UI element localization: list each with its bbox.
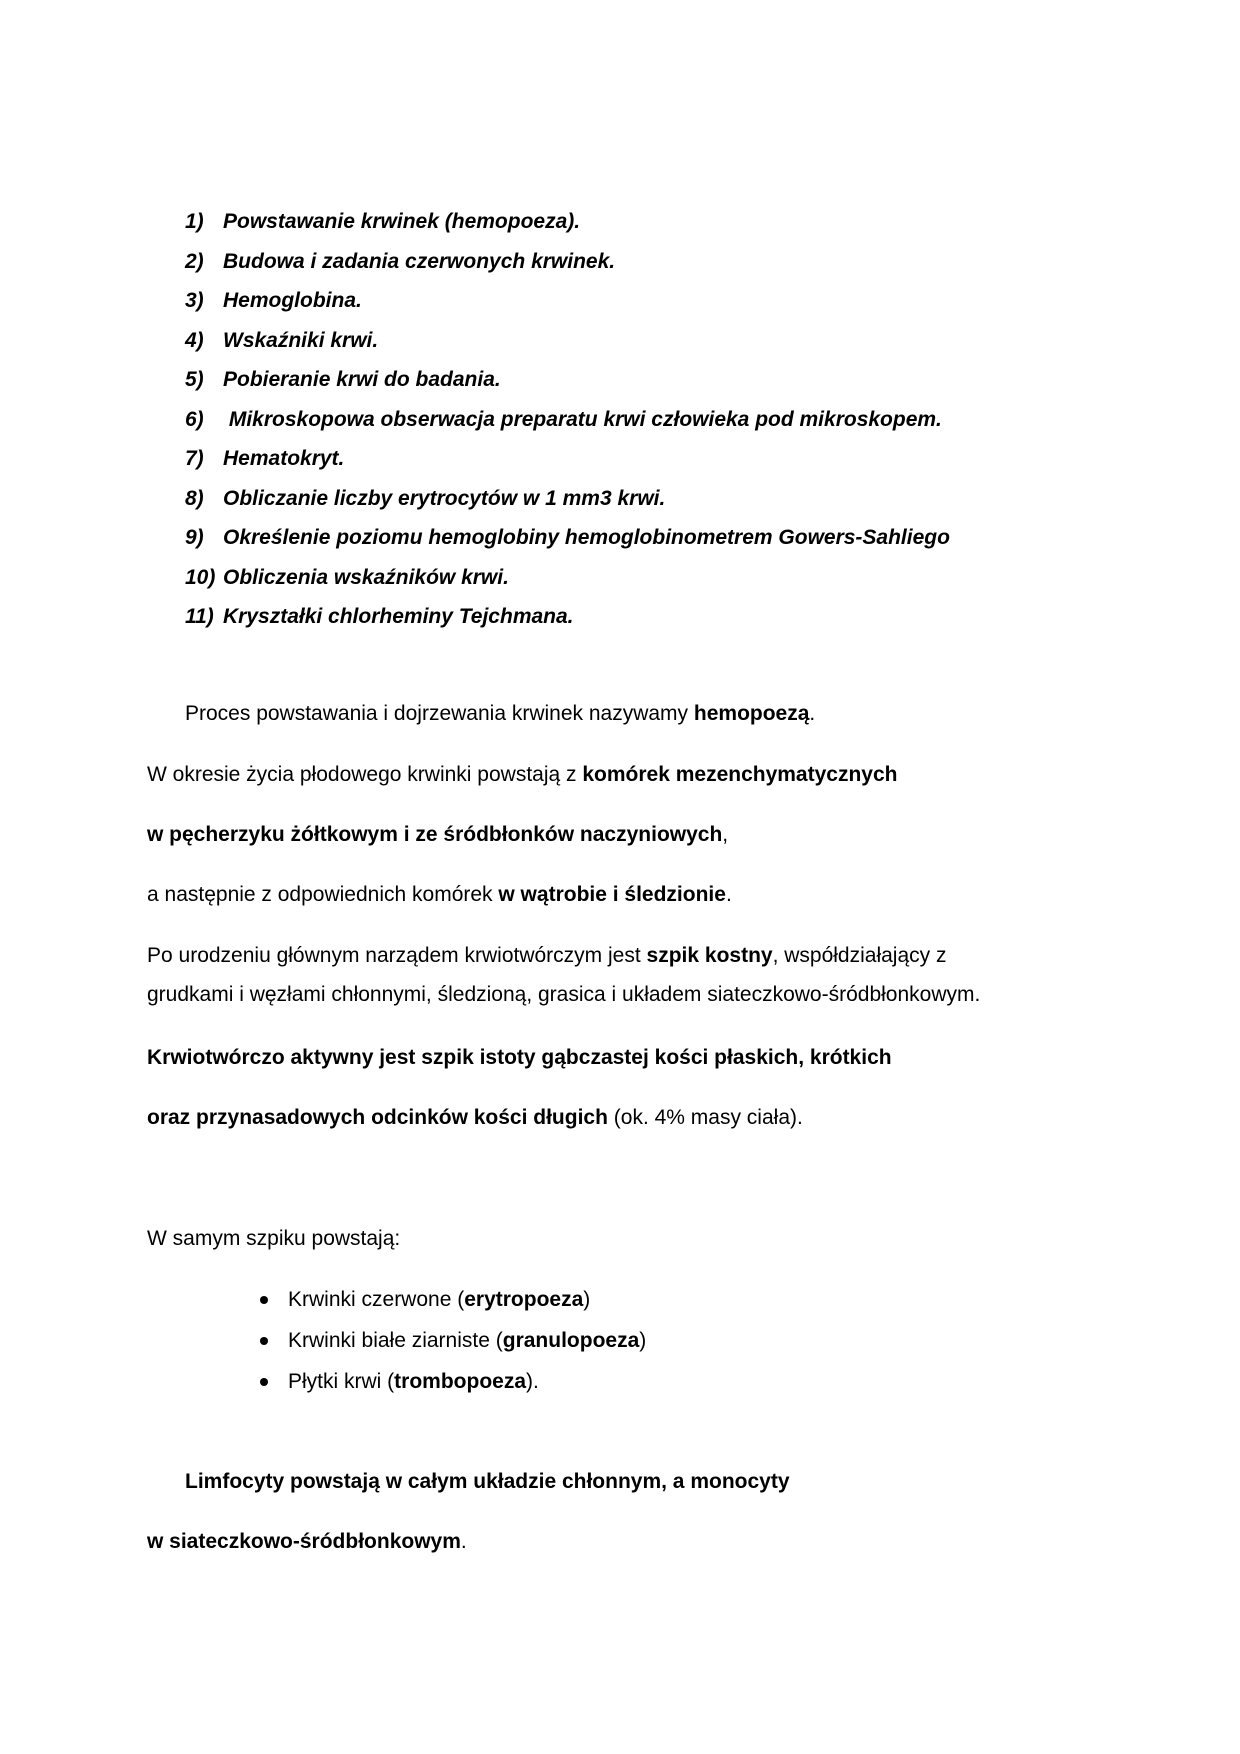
paragraph-lymphocytes-line-2	[147, 1528, 467, 1556]
bullet-list	[258, 1286, 646, 1409]
topic-item	[185, 482, 950, 522]
topic-item	[185, 561, 950, 601]
bold-term: w wątrobie i śledzionie	[498, 883, 726, 906]
topic-item	[185, 245, 950, 285]
bullet-item	[258, 1368, 646, 1409]
bold-term: erytropoeza	[464, 1288, 584, 1311]
topic-text: Mikroskopowa obserwacja preparatu krwi człowieka pod mikroskopem.	[223, 407, 942, 431]
topic-list	[185, 205, 950, 640]
topic-text: Hemoglobina.	[223, 289, 362, 312]
topic-item	[185, 442, 950, 482]
topic-number: 9)	[185, 526, 204, 549]
paragraph-postnatal-line-2	[147, 981, 980, 1009]
bold-term: komórek mezenchymatycznych	[582, 763, 898, 786]
paragraph-text: .	[725, 883, 732, 906]
topic-number: 11)	[185, 605, 214, 628]
bold-term: hemopoezą	[693, 702, 810, 725]
topic-item	[185, 521, 950, 561]
bullet-item	[258, 1286, 646, 1327]
paragraph-lymphocytes-line-1	[185, 1468, 790, 1496]
topic-item	[185, 363, 950, 403]
paragraph-text: .	[809, 702, 816, 725]
topic-text: Obliczenia wskaźników krwi.	[223, 565, 509, 589]
paragraph-text: a następnie z odpowiednich komórek	[147, 883, 499, 906]
topic-number: 10)	[185, 565, 216, 589]
bullet-item	[258, 1327, 646, 1368]
paragraph-text: grudkami i węzłami chłonnymi, śledzioną, grasica i układem siateczkowo-śródbłonkowym.	[147, 983, 981, 1006]
paragraph-fetal-line-2	[147, 821, 728, 849]
bold-term: granulopoeza	[502, 1329, 640, 1352]
bold-term: trombopoeza	[394, 1370, 527, 1393]
paragraph-text: W okresie życia płodowego krwinki powstają z	[147, 763, 583, 786]
paragraph-marrow-line-2	[147, 1104, 803, 1132]
topic-number: 6)	[185, 407, 204, 431]
bold-term: Limfocyty powstają w całym układzie chłonnym, a monocyty	[185, 1470, 790, 1493]
paragraph-text: ,	[722, 823, 729, 846]
topic-text: Hematokryt.	[223, 447, 345, 470]
topic-item	[185, 403, 950, 443]
topic-item	[185, 324, 950, 364]
bullet-text: Płytki krwi (	[288, 1370, 395, 1393]
bold-term: oraz przynasadowych odcinków kości długich	[147, 1106, 608, 1129]
topic-text: Budowa i zadania czerwonych krwinek.	[223, 249, 616, 273]
topic-text: Powstawanie krwinek (hemopoeza).	[223, 210, 581, 233]
bold-term: szpik kostny	[646, 944, 773, 967]
paragraph-fetal-line-3	[147, 881, 732, 909]
paragraph-hemopoeza-definition	[185, 700, 815, 728]
paragraph-text: , współdziałający z	[772, 944, 947, 967]
bold-term: w siateczkowo-śródbłonkowym	[147, 1530, 461, 1553]
paragraph-marrow-line-1	[147, 1044, 892, 1072]
paragraph-text: Proces powstawania i dojrzewania krwinek nazywamy	[185, 702, 694, 725]
topic-text: Określenie poziomu hemoglobiny hemoglobinometrem Gowers-Sahliego	[223, 526, 950, 549]
paragraph-text: Po urodzeniu głównym narządem krwiotwórczym jest	[147, 944, 647, 967]
topic-text: Kryształki chlorheminy Tejchmana.	[223, 605, 574, 628]
topic-item	[185, 205, 950, 245]
topic-number: 8)	[185, 486, 204, 510]
topic-number: 7)	[185, 447, 204, 470]
topic-text: Wskaźniki krwi.	[223, 328, 379, 352]
bullet-icon	[260, 1296, 268, 1304]
paragraph-text: (ok. 4% masy ciała).	[607, 1106, 803, 1129]
topic-text: Obliczanie liczby erytrocytów w 1 mm3 krwi.	[223, 486, 666, 510]
bullet-text: Krwinki białe ziarniste (	[288, 1329, 503, 1352]
paragraph-marrow-intro	[147, 1225, 400, 1253]
topic-number: 2)	[185, 249, 204, 273]
bullet-text: )	[583, 1288, 591, 1311]
paragraph-postnatal-line-1	[147, 942, 946, 970]
topic-item	[185, 284, 950, 324]
topic-number: 3)	[185, 289, 204, 312]
bold-term: w pęcherzyku żółtkowym i ze śródbłonków naczyniowych	[147, 823, 723, 846]
bullet-text: ).	[526, 1370, 539, 1393]
paragraph-text: W samym szpiku powstają:	[147, 1227, 401, 1250]
bold-term: Krwiotwórczo aktywny jest szpik istoty gąbczastej kości płaskich, krótkich	[147, 1046, 892, 1069]
topic-number: 4)	[185, 328, 204, 352]
topic-item	[185, 600, 950, 640]
topic-number: 5)	[185, 368, 204, 391]
bullet-text: Krwinki czerwone (	[288, 1288, 465, 1311]
paragraph-text: .	[460, 1530, 467, 1553]
paragraph-fetal-line-1	[147, 761, 897, 789]
topic-text: Pobieranie krwi do badania.	[223, 368, 501, 391]
bullet-text: )	[639, 1329, 647, 1352]
bullet-icon	[260, 1337, 268, 1345]
bullet-icon	[260, 1378, 268, 1386]
topic-number: 1)	[185, 210, 204, 233]
